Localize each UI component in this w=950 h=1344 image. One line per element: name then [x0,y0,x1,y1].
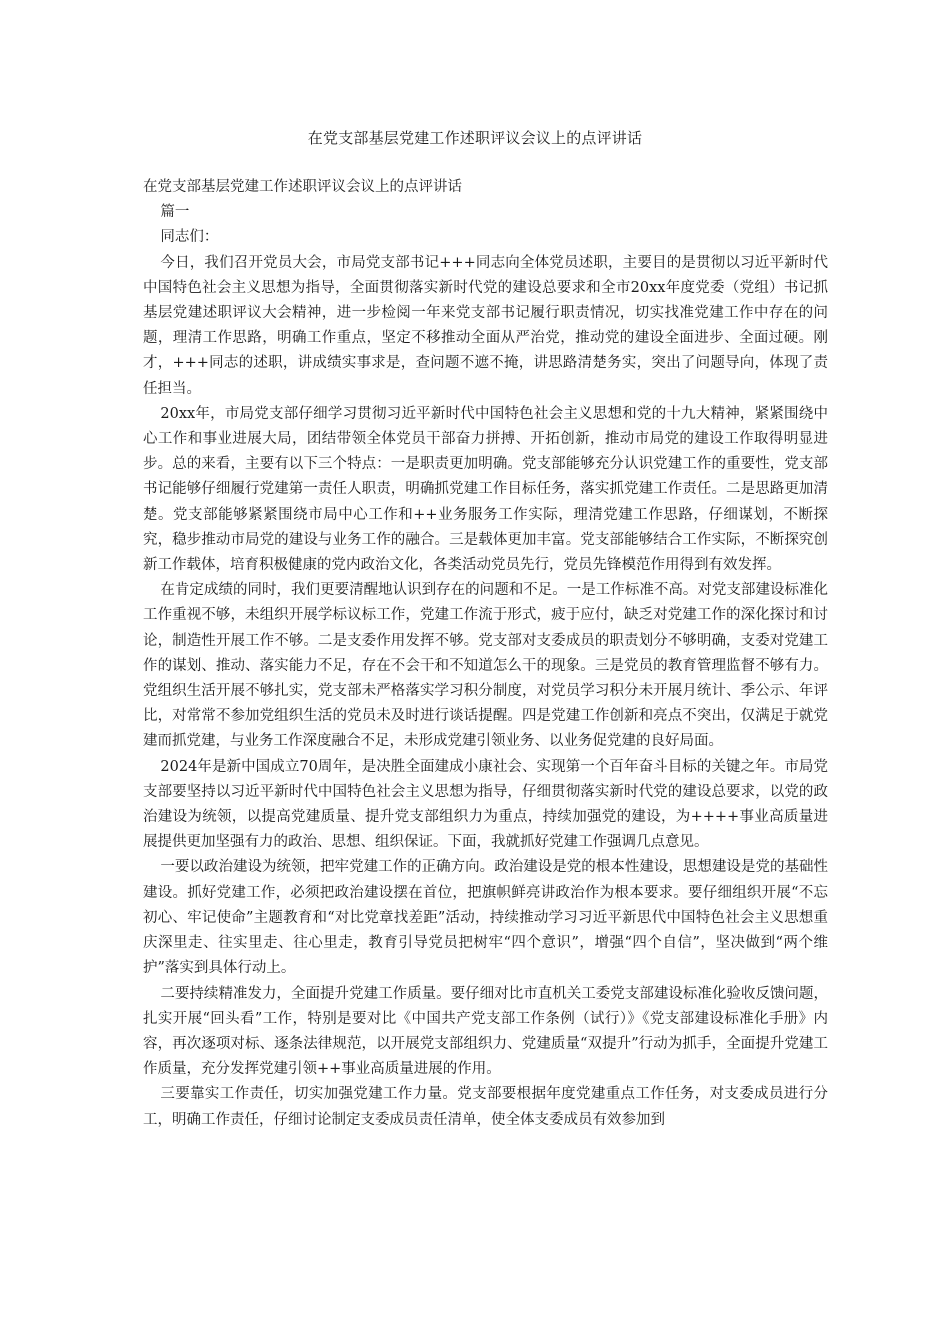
body-heading: 在党支部基层党建工作述职评议会议上的点评讲话 [143,179,462,195]
paragraph: 2024年是新中国成立70周年，是决胜全面建成小康社会、实现第一个百年奋斗目标的关键之年。市局党支部要坚持以习近平新时代中国特色社会主义思想为指导，仔细贯彻落实新时代党的建设总要求，以党的政治建设为统领，以提高党建质量、提升党支部组织力为重点，持续加强党的建设，为++++事业高质量进展提供更加坚强有力的政治、思想、组织保证。下面，我就抓好党建工作强调几点意见。 [143,758,828,851]
document-title: 在党支部基层党建工作述职评议会议上的点评讲话 [307,129,643,147]
salutation: 同志们： [160,229,219,246]
paragraph: 在肯定成绩的同时，我们更要清醒地认识到存在的问题和不足。一是工作标准不高。对党支部建设标准化工作重视不够，未组织开展学标议标工作，党建工作流于形式，疲于应付，缺乏对党建工作的深化探讨和讨论，制造性开展工作不够。二是支委作用发挥不够。党支部对支委成员的职责划分不够明确，支委对党建工作的谋划、推动、落实能力不足，存在不会干和不知道怎么干的现象。三是党员的教育管理监督不够有力。党组织生活开展不够扎实，党支部未严格落实学习积分制度，对党员学习积分未开展月统计、季公示、年评比，对常常不参加党组织生活的党员未及时进行谈话提醒。四是党建工作创新和亮点不突出，仅满足于就党建而抓党建，与业务工作深度融合不足，未形成党建引领业务、以业务促党建的良好局面。 [143,582,828,750]
paragraph: 二要持续精准发力，全面提升党建工作质量。要仔细对比市直机关工委党支部建设标准化验收反馈问题，扎实开展“回头看”工作，特别是要对比《中国共产党支部工作条例（试行）》《党支部建设标准化手册》内容，再次逐项对标、逐条法律规范，以开展党支部组织力、党建质量“双提升”行动为抓手，全面提升党建工作质量，充分发挥党建引领++事业高质量进展的作用。 [143,985,828,1078]
paragraph: 20xx年，市局党支部仔细学习贯彻习近平新时代中国特色社会主义思想和党的十九大精神，紧紧围绕中心工作和事业进展大局，团结带领全体党员干部奋力拼搏、开拓创新，推动市局党的建设工作取得明显进步。总的来看，主要有以下三个特点：一是职责更加明确。党支部能够充分认识党建工作的重要性，党支部书记能够仔细履行党建第一责任人职责，明确抓党建工作目标任务，落实抓党建工作责任。二是思路更加清楚。党支部能够紧紧围绕市局中心工作和++业务服务工作实际，理清党建工作思路，仔细谋划，不断探究，稳步推动市局党的建设与业务工作的融合。三是载体更加丰富。党支部能够结合工作实际，不断探究创新工作载体，培育积极健康的党内政治文化，各类活动党员先行，党员先锋模范作用得到有效发挥。 [143,405,828,574]
paragraph: 今日，我们召开党员大会，市局党支部书记+++同志向全体党员述职，主要目的是贯彻以习近平新时代中国特色社会主义思想为指导，全面贯彻落实新时代党的建设总要求和全市20xx年度党委（党组）书记抓基层党建述职评议大会精神，进一步检阅一年来党支部书记履行职责情况，切实找准党建工作中存在的问题，理清工作思路，明确工作重点，坚定不移推动全面从严治党，推动党的建设全面进步、全面过硬。刚才，+++同志的述职，讲成绩实事求是，查问题不遮不掩，讲思路清楚务实，突出了问题导向，体现了责任担当。 [143,254,828,397]
paragraph: 一要以政治建设为统领，把牢党建工作的正确方向。政治建设是党的根本性建设，思想建设是党的基础性建设。抓好党建工作，必须把政治建设摆在首位，把旗帜鲜亮讲政治作为根本要求。要仔细组织开展“不忘初心、牢记使命”主题教育和“对比党章找差距”活动，持续推动学习习近平新思代中国特色社会主义思想重庆深里走、往实里走、往心里走，教育引导党员把树牢“四个意识”，增强“四个自信”，坚决做到“两个维护”落实到具体行动上。 [143,859,828,977]
section-label: 篇一 [160,204,190,221]
document-body [143,175,828,1133]
paragraph: 三要靠实工作责任，切实加强党建工作力量。党支部要根据年度党建重点工作任务，对支委成员进行分工，明确工作责任，仔细讨论制定支委成员责任清单，使全体支委成员有效参加到 [143,1086,828,1128]
